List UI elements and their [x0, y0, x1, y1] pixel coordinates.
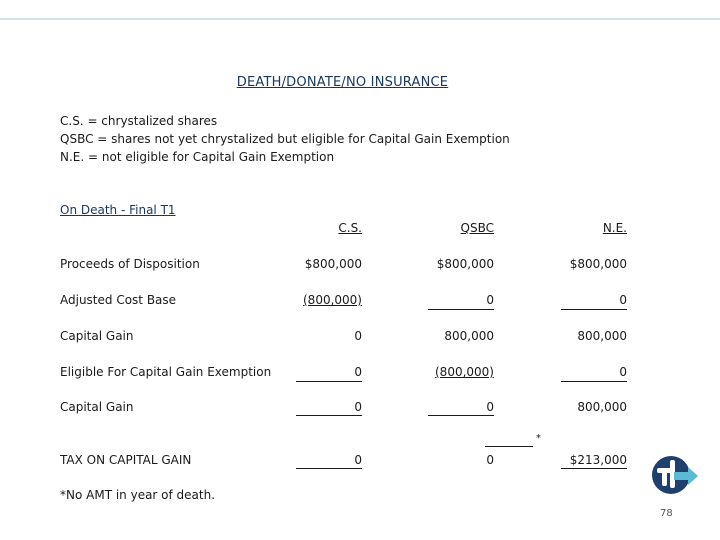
- section-title: On Death - Final T1: [60, 203, 176, 217]
- definition-qsbc: QSBC = shares not yet chrystalized but eligible for Capital Gain Exemption: [60, 132, 510, 146]
- underline-exemption-ne: [561, 381, 627, 382]
- asterisk-rule: [485, 446, 533, 447]
- cell-capital-gain-ne: 800,000: [577, 329, 627, 343]
- cell-tax-qsbc: 0: [486, 453, 494, 467]
- underline-tax-ne: [561, 468, 627, 469]
- row-label-exemption: Eligible For Capital Gain Exemption: [60, 365, 272, 379]
- row-label-net-capital-gain: Capital Gain: [60, 400, 134, 414]
- cell-acb-ne: 0: [619, 293, 627, 307]
- cell-net-capital-gain-qsbc: 0: [486, 400, 494, 414]
- underline-tax-cs: [296, 468, 362, 469]
- asterisk-marker: *: [536, 433, 541, 444]
- cell-exemption-qsbc: (800,000): [435, 365, 494, 379]
- definitions: [60, 112, 510, 166]
- page-number: 78: [660, 508, 673, 519]
- top-rule: [0, 18, 720, 20]
- cell-tax-cs: 0: [354, 453, 362, 467]
- column-header-qsbc: QSBC: [460, 221, 494, 235]
- cell-capital-gain-cs: 0: [354, 329, 362, 343]
- underline-exemption-cs: [296, 381, 362, 382]
- row-label-capital-gain: Capital Gain: [60, 329, 134, 343]
- underline-net-qsbc: [428, 415, 494, 416]
- cell-exemption-cs: 0: [354, 365, 362, 379]
- column-header-cs: C.S.: [338, 221, 362, 235]
- cell-acb-cs: (800,000): [303, 293, 362, 307]
- cell-exemption-ne: 0: [619, 365, 627, 379]
- cell-capital-gain-qsbc: 800,000: [444, 329, 494, 343]
- definition-cs: C.S. = chrystalized shares: [60, 114, 218, 128]
- page-title: DEATH/DONATE/NO INSURANCE: [236, 75, 449, 90]
- row-label-acb: Adjusted Cost Base: [60, 293, 177, 307]
- cell-tax-ne: $213,000: [569, 453, 627, 467]
- cell-net-capital-gain-cs: 0: [354, 400, 362, 414]
- cell-net-capital-gain-ne: 800,000: [577, 400, 627, 414]
- cell-proceeds-cs: $800,000: [304, 257, 362, 271]
- column-header-ne: N.E.: [602, 221, 627, 235]
- row-label-proceeds: Proceeds of Disposition: [60, 257, 200, 271]
- row-label-tax: TAX ON CAPITAL GAIN: [60, 453, 192, 467]
- cell-proceeds-ne: $800,000: [569, 257, 627, 271]
- definition-ne: N.E. = not eligible for Capital Gain Exemption: [60, 150, 335, 164]
- underline-acb-qsbc: [428, 309, 494, 310]
- company-logo-icon: [650, 454, 700, 500]
- cell-acb-qsbc: 0: [486, 293, 494, 307]
- footnote: *No AMT in year of death.: [60, 488, 216, 502]
- cell-proceeds-qsbc: $800,000: [436, 257, 494, 271]
- underline-net-cs: [296, 415, 362, 416]
- underline-acb-ne: [561, 309, 627, 310]
